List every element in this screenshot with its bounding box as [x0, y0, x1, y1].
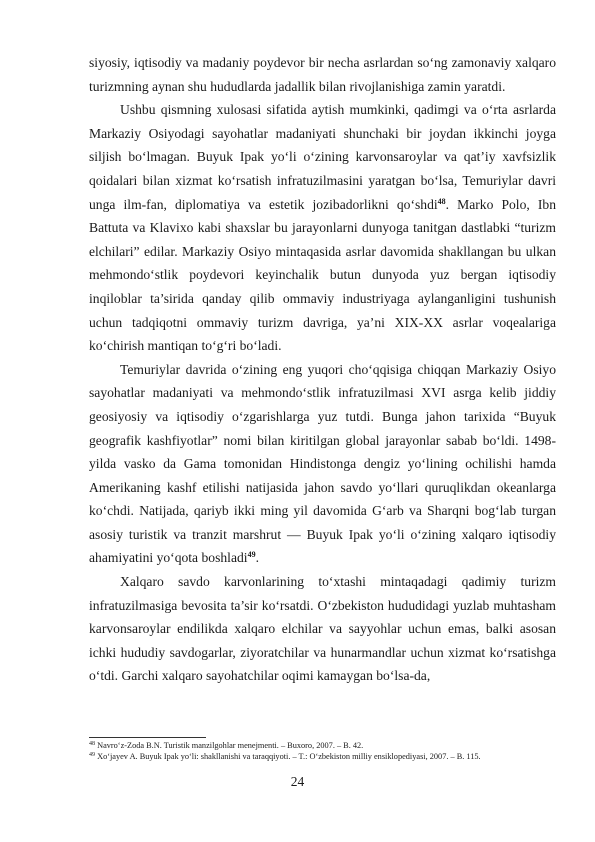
paragraph-2	[89, 98, 556, 358]
footnote-48	[89, 741, 556, 752]
footnote-ref-49[interactable]: 49	[247, 550, 256, 560]
paragraph-3-tail: .	[255, 550, 259, 566]
paragraph-2-tail: . Marko Polo, Ibn Battuta va Klavixo kabi shaxslar bu jarayonlarni dunyoga tanitgan dastlabki “turizm elchilari” edilar. Markaziy Osiyo mintaqasida asrlar davomida shakllangan bu ulkan mehmondo‘stlik poydevori keyinchalik butun dunyoda yuz bergan iqtisodiy inqiloblar ta’sirida qanday qilib ommaviy industriyaga aylanganligini tushunish uchun tadqiqotni ommaviy turizm davriga, ya’ni XIX-XX asrlar voqealariga ko‘chirish mantiqan to‘g‘ri bo‘ladi.	[89, 196, 556, 354]
paragraph-1	[89, 51, 556, 98]
page-body	[89, 51, 556, 688]
footnote-49-text: Xo‘jayev A. Buyuk Ipak yo‘li: shakllanishi va taraqqiyoti. – T.: O‘zbekiston milliy ensiklopediyasi, 2007. – B. 115.	[97, 751, 481, 761]
footnote-49	[89, 752, 556, 763]
footnote-ref-48[interactable]: 48	[437, 196, 446, 206]
paragraph-2-text: Ushbu qismning xulosasi sifatida aytish mumkinki, qadimgi va o‘rta asrlarda Markaziy Osiyodagi sayohatlar madaniyati shunchaki bir joydan ikkinchi joyga siljish bo‘lmagan. Buyuk Ipak yo‘li o‘zining karvonsaroylar va qat’iy xavfsizlik qoidalari bilan xizmat ko‘rsatish infratuzilmasini yaratgan bo‘lsa, Temuriylar davri unga ilm-fan, diplomatiya va estetik jozibadorlikni qo‘shdi	[89, 102, 556, 212]
footnote-48-number: 48	[89, 741, 95, 747]
paragraph-4-text: Xalqaro savdo karvonlarining to‘xtashi mintaqadagi qadimiy turizm infratuzilmasiga bevosita ta’sir ko‘rsatdi. O‘zbekiston hududidagi yuzlab muhtasham karvonsaroylar endilikda xalqaro elchilar va sayyohlar uchun emas, balki asosan ichki hududiy savdogarlar, ziyoratchilar va hunarmandlar uchun xizmat ko‘rsatishga o‘tdi. Garchi xalqaro sayohatchilar oqimi kamaygan bo‘lsa-da,	[89, 574, 556, 684]
footnote-48-text: Navro‘z-Zoda B.N. Turistik manzilgohlar menejmenti. – Buxoro, 2007. – B. 42.	[97, 741, 364, 750]
paragraph-3	[89, 358, 556, 570]
footnote-49-number: 49	[89, 751, 95, 758]
paragraph-4	[89, 570, 556, 688]
footnote-divider	[89, 737, 206, 738]
footnotes-section	[89, 737, 556, 762]
page-number: 24	[290, 774, 305, 789]
paragraph-1-text: siyosiy, iqtisodiy va madaniy poydevor bir necha asrlardan so‘ng zamonaviy xalqaro turizmning aynan shu hududlarda jadallik bilan rivojlanishiga zamin yaratdi.	[89, 55, 556, 94]
paragraph-3-text: Temuriylar davrida o‘zining eng yuqori cho‘qqisiga chiqqan Markaziy Osiyo sayohatlar madaniyati va mehmondo‘stlik infratuzilmasi XVI asrga kelib jiddiy geosiyosiy va iqtisodiy o‘zgarishlarga yuz tutdi. Bunga jahon tarixida “Buyuk geografik kashfiyotlar” nomi bilan kiritilgan global jarayonlar sabab bo‘ldi. 1498-yilda vasko da Gama tomonidan Hindistonga dengiz yo‘lining ochilishi hamda Amerikaning kashf etilishi natijasida jahon savdo yo‘llari quruqlikdan okeanlarga ko‘chdi. Natijada, qariyb ikki ming yil davomida G‘arb va Sharqni bog‘lab turgan asosiy turistik va tranzit marshrut — Buyuk Ipak yo‘li o‘zining xalqaro iqtisodiy ahamiyatini yo‘qota boshladi	[89, 361, 556, 566]
